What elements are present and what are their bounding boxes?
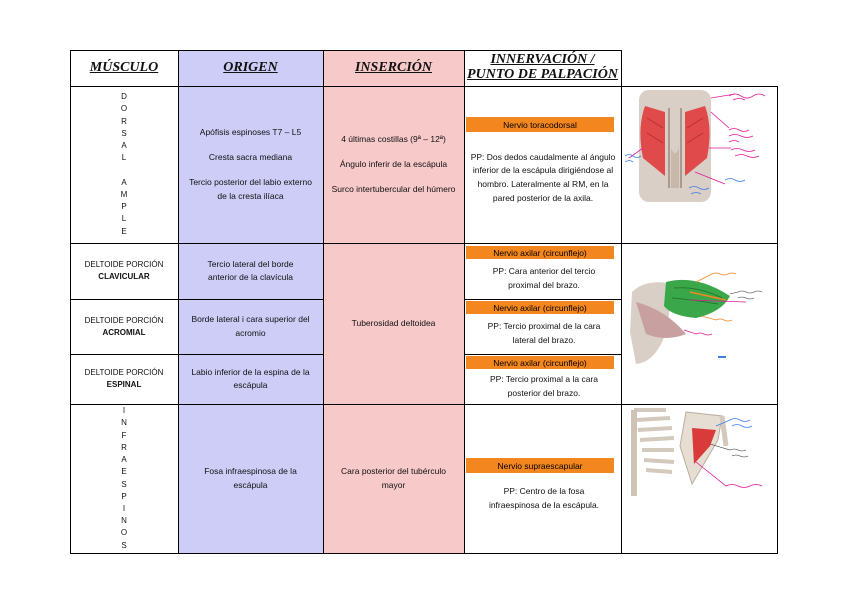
dorsal-letter: S xyxy=(121,128,127,138)
deltoide-clavicular-name-2: CLAVICULAR xyxy=(98,272,150,281)
deltoide-clavicular-name-1: DELTOIDE PORCIÓN xyxy=(84,260,164,269)
header-innervacion xyxy=(464,50,621,86)
scapula-infraspinatus-illustration xyxy=(626,406,776,506)
infraespinoso-letter: P xyxy=(121,491,127,501)
grid-line xyxy=(777,86,778,553)
dorsal-insercion-2: Ángulo inferir de la escápula xyxy=(339,158,448,169)
deltoide-clavicular-origen: Tercio lateral del borde anterior de la clavícula xyxy=(207,258,294,282)
dorsal-letter: A xyxy=(121,177,127,187)
dorsal-insercion-1: 4 últimas costillas (9ª – 12ª) xyxy=(341,133,446,144)
infraespinoso-letter: S xyxy=(121,540,127,550)
infraespinoso-letter: O xyxy=(120,528,128,538)
deltoide-espinal-name-1: DELTOIDE PORCIÓN xyxy=(84,368,164,377)
grid-line xyxy=(70,50,621,51)
infraespinoso-origen: Fosa infraespinosa de la escápula xyxy=(204,466,297,490)
dorsal-origen-3: Tercio posterior del labio externo de la cresta ilíaca xyxy=(189,177,312,201)
deltoide-clavicular-palpation: PP: Cara anterior del tercio proximal del brazo. xyxy=(492,266,596,290)
dorsal-letter: L xyxy=(121,153,127,163)
grid-line xyxy=(621,50,622,553)
header-innervacion-line2: PUNTO DE PALPACIÓN xyxy=(467,67,618,82)
infraespinoso-muscle-cell xyxy=(70,404,178,553)
dorsal-insercion-3: Surco intertubercular del húmero xyxy=(331,183,456,194)
grid-line xyxy=(70,50,71,553)
deltoide-insercion-cell: Tuberosidad deltoidea xyxy=(351,317,436,328)
dorsal-letter: P xyxy=(121,202,127,212)
infraespinoso-palpation: PP: Centro de la fosa infraespinosa de la escápula. xyxy=(488,486,600,510)
deltoide-espinal-nerve-badge: Nervio axilar (circunflejo) xyxy=(466,356,614,369)
header-insercion: INSERCIÓN xyxy=(354,59,433,75)
deltoide-espinal-cell xyxy=(70,354,178,404)
dorsal-letter: L xyxy=(121,214,127,224)
infraespinoso-nerve-badge: Nervio supraescapular xyxy=(466,458,614,473)
grid-line xyxy=(464,50,465,553)
dorsal-palpation-point: PP: Dos dedos caudalmente al ángulo inferior de la escápula dirigiéndose al hombro. Lateralmente al RM, en la pared posterior de la axila. xyxy=(470,151,616,203)
deltoide-acromial-name-1: DELTOIDE PORCIÓN xyxy=(84,315,164,325)
deltoide-clavicular-cell xyxy=(70,243,178,299)
infraespinoso-letter: S xyxy=(121,479,127,489)
deltoide-acromial-nerve-badge: Nervio axilar (circunflejo) xyxy=(466,301,614,314)
grid-line xyxy=(70,354,323,355)
deltoide-acromial-cell xyxy=(70,299,178,354)
dorsal-origen-1: Apófisis espinoses T7 – L5 xyxy=(199,126,302,137)
infraespinoso-letter: E xyxy=(121,467,127,477)
deltoide-acromial-palpation: PP: Tercio proximal de la cara lateral del brazo. xyxy=(487,321,601,345)
back-muscles-illustration xyxy=(625,88,775,206)
dorsal-letter: M xyxy=(120,189,128,199)
dorsal-letter: O xyxy=(120,104,128,114)
deltoide-clavicular-nerve-badge: Nervio axilar (circunflejo) xyxy=(466,246,614,259)
infraespinoso-letter: I xyxy=(122,406,126,416)
infraespinoso-letter: F xyxy=(121,430,127,440)
grid-line xyxy=(464,299,621,300)
grid-line xyxy=(70,404,778,405)
header-origen: ORIGEN xyxy=(223,59,278,75)
dorsal-muscle-cell xyxy=(70,86,178,243)
infraespinoso-letter: R xyxy=(121,442,127,452)
infraespinoso-vertical-name xyxy=(121,405,127,551)
dorsal-letter: D xyxy=(121,92,127,102)
grid-line xyxy=(323,50,324,553)
infraespinoso-insercion: Cara posterior del tubérculo mayor xyxy=(341,466,446,490)
header-musculo: MÚSCULO xyxy=(89,59,159,75)
grid-line xyxy=(70,553,778,554)
dorsal-origen-cell xyxy=(178,86,323,243)
deltoide-espinal-palpation: PP: Tercio proximal a la cara posterior del brazo. xyxy=(489,374,599,398)
grid-line xyxy=(178,50,179,553)
dorsal-letter: R xyxy=(121,116,127,126)
infraespinoso-letter: N xyxy=(121,418,127,428)
grid-line xyxy=(464,354,621,355)
dorsal-origen-2: Cresta sacra mediana xyxy=(208,151,293,162)
deltoide-acromial-name-2: ACROMIAL xyxy=(102,327,146,337)
deltoide-espinal-name-2: ESPINAL xyxy=(106,380,142,389)
grid-line xyxy=(70,299,323,300)
grid-line xyxy=(70,243,778,244)
dorsal-vertical-name xyxy=(121,91,128,237)
deltoide-acromial-origen: Borde lateral i cara superior del acromio xyxy=(191,314,310,338)
muscle-table xyxy=(70,50,778,553)
dorsal-insercion-cell xyxy=(323,86,464,243)
shoulder-deltoid-illustration xyxy=(626,272,776,372)
infraespinoso-letter: A xyxy=(121,455,127,465)
dorsal-nerve-badge: Nervio toracodorsal xyxy=(466,117,614,132)
header-innervacion-line1: INNERVACIÓN / xyxy=(490,52,595,68)
dorsal-letter: E xyxy=(121,226,127,236)
grid-line xyxy=(70,86,778,87)
infraespinoso-letter: N xyxy=(121,516,127,526)
infraespinoso-letter: I xyxy=(122,503,126,513)
deltoide-espinal-origen: Labio inferior de la espina de la escápula xyxy=(191,366,310,390)
dorsal-letter: A xyxy=(121,141,127,151)
